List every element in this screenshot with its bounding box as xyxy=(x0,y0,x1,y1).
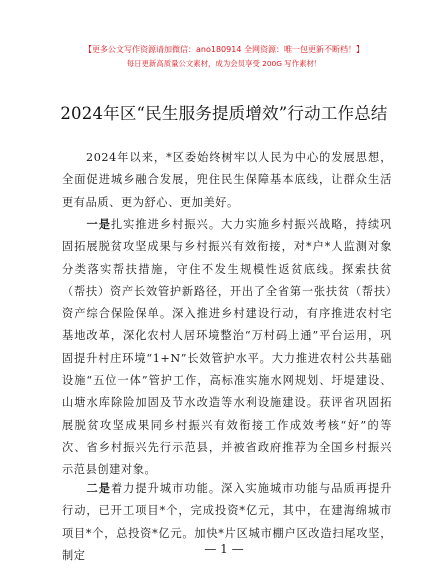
paragraph-lead: 一是 xyxy=(86,217,111,231)
paragraph-rural-revitalization xyxy=(62,213,392,482)
page-number: — 1 — xyxy=(204,542,244,556)
paragraph-intro xyxy=(62,147,392,214)
paragraph-lead: 二是 xyxy=(86,481,111,495)
promo-line-2: 每日更新高质量公文素材，成为会员享受 200G 写作素材！ xyxy=(126,59,322,68)
paragraph-body: 2024年以来，*区委始终树牢以人民为中心的发展思想，全面促进城乡融合发展，兜住民生保障基本底线，让群众生活更有品质、更为舒心、更加美好。 xyxy=(62,151,392,209)
promo-line-1: 【更多公文写作资源请加微信：ano180914 全网资源：唯一包更新不断档！】 xyxy=(84,45,364,54)
paragraph-body: 扎实推进乡村振兴。大力实施乡村振兴战略，持续巩固拓展脱贫攻坚成果与乡村振兴有效衔接，对*户*人监测对象分类落实帮扶措施，守住不发生规模性返贫底线。探索扶贫（帮扶）资产长效管护新路径，开出了全省第一张扶贫（帮扶）资产综合保险保单。深入推进乡村建设行动，有序推进农村宅基地改革，深化农村人居环境整治“万村码上通”平台运用，巩固提升村庄环境“1+N”长效管护水平。大力推进农村公共基础设施“五位一体”管护工作，高标准实施水网规划、圩堤建设、山塘水库除险加固及节水改造等水利设施建设。获评省巩固拓展脱贫攻坚成果同乡村振兴有效衔接工作成效考核“好”的等次、省乡村振兴先行示范县，并被省政府推荐为全国乡村振兴示范县创建对象。 xyxy=(62,218,392,477)
paragraph-body: 着力提升城市功能。深入实施城市功能与品质再提升行动，已开工项目*个，完成投资*亿元，其中，在建海绵城市项目*个，总投资*亿元。加快*片区城市棚户区改造扫尾攻坚，制定 xyxy=(62,482,392,562)
document-title: 2024年区“民生服务提质增效”行动工作总结 xyxy=(60,104,388,123)
